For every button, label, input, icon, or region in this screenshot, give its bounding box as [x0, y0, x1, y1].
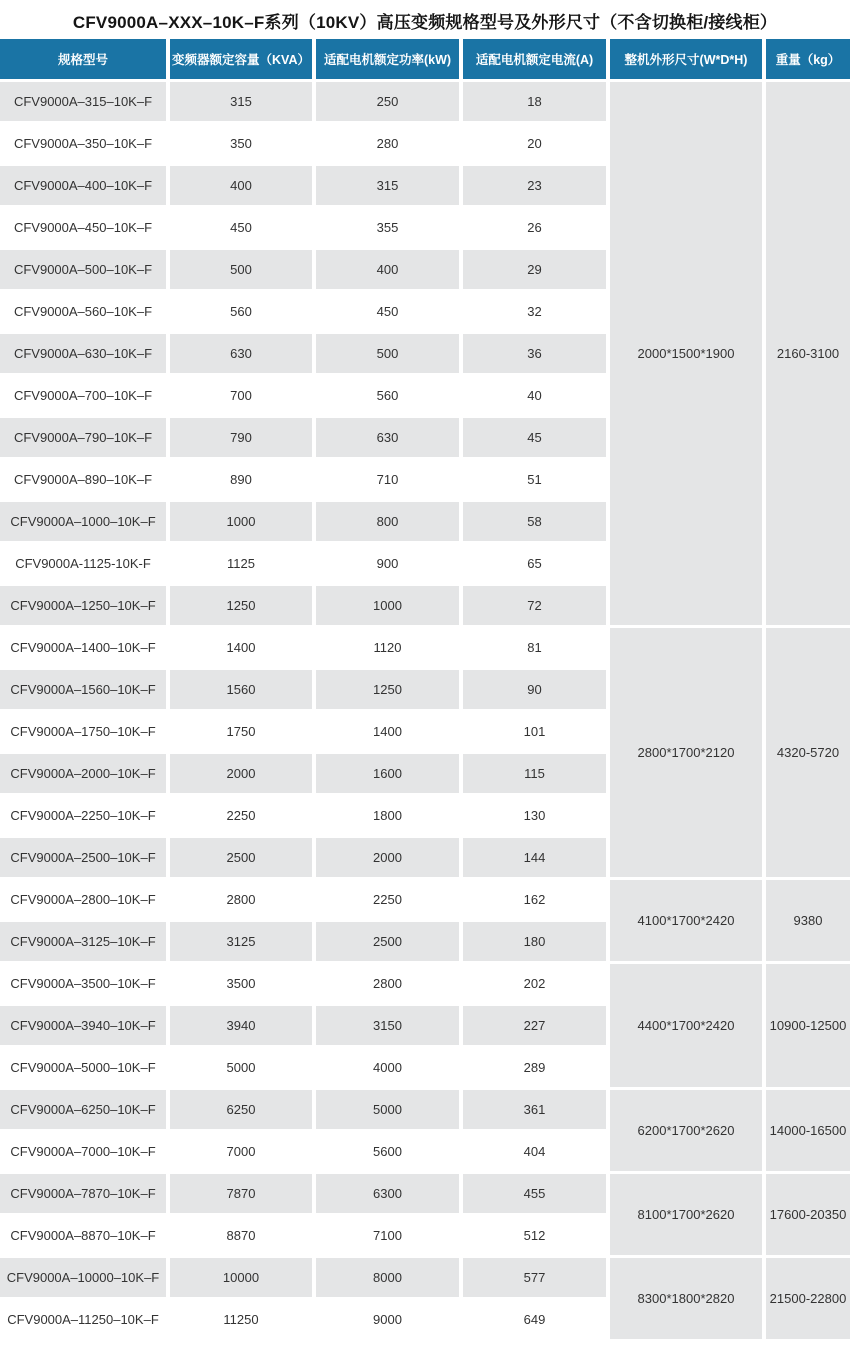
weight-cell: 17600-20350	[766, 1174, 850, 1255]
model-cell: CFV9000A–6250–10K–F	[0, 1090, 166, 1129]
kw-cell: 1600	[316, 754, 459, 793]
kw-cell: 1000	[316, 586, 459, 625]
kw-cell: 450	[316, 292, 459, 331]
kw-cell: 560	[316, 376, 459, 415]
dimensions-cell: 4400*1700*2420	[610, 964, 762, 1087]
kw-cell: 5600	[316, 1132, 459, 1171]
weight-cell: 9380	[766, 880, 850, 961]
kva-cell: 1250	[170, 586, 312, 625]
model-cell: CFV9000A–2500–10K–F	[0, 838, 166, 877]
current-cell: 65	[463, 544, 606, 583]
model-cell: CFV9000A–700–10K–F	[0, 376, 166, 415]
model-cell: CFV9000A–1250–10K–F	[0, 586, 166, 625]
current-cell: 577	[463, 1258, 606, 1297]
dimensions-cell: 6200*1700*2620	[610, 1090, 762, 1171]
kw-cell: 400	[316, 250, 459, 289]
table-row	[0, 628, 850, 667]
kva-cell: 7000	[170, 1132, 312, 1171]
kva-cell: 6250	[170, 1090, 312, 1129]
column-header: 变频器额定容量（KVA）	[170, 39, 312, 79]
kva-cell: 10000	[170, 1258, 312, 1297]
current-cell: 81	[463, 628, 606, 667]
kw-cell: 8000	[316, 1258, 459, 1297]
model-cell: CFV9000A–560–10K–F	[0, 292, 166, 331]
current-cell: 18	[463, 82, 606, 121]
spec-table	[0, 36, 850, 1342]
spec-table-header-row	[0, 39, 850, 79]
weight-cell: 21500-22800	[766, 1258, 850, 1339]
current-cell: 289	[463, 1048, 606, 1087]
model-cell: CFV9000A–630–10K–F	[0, 334, 166, 373]
kw-cell: 5000	[316, 1090, 459, 1129]
current-cell: 115	[463, 754, 606, 793]
model-cell: CFV9000A–8870–10K–F	[0, 1216, 166, 1255]
model-cell: CFV9000A–500–10K–F	[0, 250, 166, 289]
model-cell: CFV9000A–5000–10K–F	[0, 1048, 166, 1087]
kva-cell: 5000	[170, 1048, 312, 1087]
current-cell: 51	[463, 460, 606, 499]
current-cell: 20	[463, 124, 606, 163]
table-row	[0, 880, 850, 919]
kva-cell: 350	[170, 124, 312, 163]
kw-cell: 280	[316, 124, 459, 163]
weight-cell: 2160-3100	[766, 82, 850, 625]
kva-cell: 1000	[170, 502, 312, 541]
kw-cell: 2000	[316, 838, 459, 877]
spec-table-wrapper	[0, 36, 850, 1342]
kva-cell: 400	[170, 166, 312, 205]
kw-cell: 3150	[316, 1006, 459, 1045]
column-header: 整机外形尺寸(W*D*H)	[610, 39, 762, 79]
kw-cell: 500	[316, 334, 459, 373]
kw-cell: 1250	[316, 670, 459, 709]
model-cell: CFV9000A–2250–10K–F	[0, 796, 166, 835]
current-cell: 455	[463, 1174, 606, 1213]
model-cell: CFV9000A–3125–10K–F	[0, 922, 166, 961]
kw-cell: 4000	[316, 1048, 459, 1087]
kva-cell: 500	[170, 250, 312, 289]
table-row	[0, 1174, 850, 1213]
kva-cell: 1750	[170, 712, 312, 751]
kva-cell: 1560	[170, 670, 312, 709]
kva-cell: 315	[170, 82, 312, 121]
model-cell: CFV9000A–7000–10K–F	[0, 1132, 166, 1171]
dimensions-cell: 2000*1500*1900	[610, 82, 762, 625]
current-cell: 101	[463, 712, 606, 751]
kva-cell: 2000	[170, 754, 312, 793]
kva-cell: 7870	[170, 1174, 312, 1213]
dimensions-cell: 2800*1700*2120	[610, 628, 762, 877]
model-cell: CFV9000A-1125-10K-F	[0, 544, 166, 583]
model-cell: CFV9000A–11250–10K–F	[0, 1300, 166, 1339]
model-cell: CFV9000A–7870–10K–F	[0, 1174, 166, 1213]
model-cell: CFV9000A–3500–10K–F	[0, 964, 166, 1003]
model-cell: CFV9000A–1000–10K–F	[0, 502, 166, 541]
kw-cell: 1800	[316, 796, 459, 835]
model-cell: CFV9000A–10000–10K–F	[0, 1258, 166, 1297]
dimensions-cell: 4100*1700*2420	[610, 880, 762, 961]
kw-cell: 250	[316, 82, 459, 121]
kw-cell: 2800	[316, 964, 459, 1003]
kw-cell: 800	[316, 502, 459, 541]
column-header: 适配电机额定电流(A)	[463, 39, 606, 79]
kw-cell: 710	[316, 460, 459, 499]
kw-cell: 630	[316, 418, 459, 457]
current-cell: 404	[463, 1132, 606, 1171]
page-title: CFV9000A–XXX–10K–F系列（10KV）高压变频规格型号及外形尺寸（不含切换柜/接线柜）	[72, 13, 778, 32]
kva-cell: 2500	[170, 838, 312, 877]
kva-cell: 890	[170, 460, 312, 499]
model-cell: CFV9000A–1750–10K–F	[0, 712, 166, 751]
kva-cell: 790	[170, 418, 312, 457]
kva-cell: 3940	[170, 1006, 312, 1045]
current-cell: 45	[463, 418, 606, 457]
column-header: 规格型号	[0, 39, 166, 79]
current-cell: 23	[463, 166, 606, 205]
current-cell: 162	[463, 880, 606, 919]
current-cell: 36	[463, 334, 606, 373]
current-cell: 130	[463, 796, 606, 835]
kw-cell: 355	[316, 208, 459, 247]
kw-cell: 1120	[316, 628, 459, 667]
weight-cell: 10900-12500	[766, 964, 850, 1087]
model-cell: CFV9000A–2800–10K–F	[0, 880, 166, 919]
model-cell: CFV9000A–3940–10K–F	[0, 1006, 166, 1045]
table-row	[0, 1258, 850, 1297]
kva-cell: 3500	[170, 964, 312, 1003]
table-row	[0, 1090, 850, 1129]
table-row	[0, 964, 850, 1003]
model-cell: CFV9000A–1560–10K–F	[0, 670, 166, 709]
model-cell: CFV9000A–400–10K–F	[0, 166, 166, 205]
kw-cell: 2500	[316, 922, 459, 961]
current-cell: 29	[463, 250, 606, 289]
kva-cell: 2800	[170, 880, 312, 919]
current-cell: 26	[463, 208, 606, 247]
kva-cell: 2250	[170, 796, 312, 835]
model-cell: CFV9000A–2000–10K–F	[0, 754, 166, 793]
current-cell: 72	[463, 586, 606, 625]
dimensions-cell: 8300*1800*2820	[610, 1258, 762, 1339]
current-cell: 202	[463, 964, 606, 1003]
kva-cell: 700	[170, 376, 312, 415]
model-cell: CFV9000A–315–10K–F	[0, 82, 166, 121]
kva-cell: 1400	[170, 628, 312, 667]
current-cell: 227	[463, 1006, 606, 1045]
model-cell: CFV9000A–890–10K–F	[0, 460, 166, 499]
kva-cell: 1125	[170, 544, 312, 583]
spec-table-body	[0, 82, 850, 1339]
model-cell: CFV9000A–790–10K–F	[0, 418, 166, 457]
current-cell: 90	[463, 670, 606, 709]
kva-cell: 630	[170, 334, 312, 373]
column-header: 适配电机额定功率(kW)	[316, 39, 459, 79]
kva-cell: 450	[170, 208, 312, 247]
model-cell: CFV9000A–1400–10K–F	[0, 628, 166, 667]
kva-cell: 3125	[170, 922, 312, 961]
kva-cell: 560	[170, 292, 312, 331]
kw-cell: 2250	[316, 880, 459, 919]
kw-cell: 9000	[316, 1300, 459, 1339]
current-cell: 32	[463, 292, 606, 331]
kw-cell: 900	[316, 544, 459, 583]
model-cell: CFV9000A–350–10K–F	[0, 124, 166, 163]
dimensions-cell: 8100*1700*2620	[610, 1174, 762, 1255]
current-cell: 649	[463, 1300, 606, 1339]
kw-cell: 6300	[316, 1174, 459, 1213]
weight-cell: 14000-16500	[766, 1090, 850, 1171]
kw-cell: 315	[316, 166, 459, 205]
kw-cell: 1400	[316, 712, 459, 751]
weight-cell: 4320-5720	[766, 628, 850, 877]
current-cell: 512	[463, 1216, 606, 1255]
current-cell: 361	[463, 1090, 606, 1129]
kva-cell: 8870	[170, 1216, 312, 1255]
current-cell: 58	[463, 502, 606, 541]
kva-cell: 11250	[170, 1300, 312, 1339]
column-header: 重量（kg）	[766, 39, 850, 79]
table-row	[0, 82, 850, 121]
current-cell: 40	[463, 376, 606, 415]
kw-cell: 7100	[316, 1216, 459, 1255]
current-cell: 180	[463, 922, 606, 961]
model-cell: CFV9000A–450–10K–F	[0, 208, 166, 247]
current-cell: 144	[463, 838, 606, 877]
